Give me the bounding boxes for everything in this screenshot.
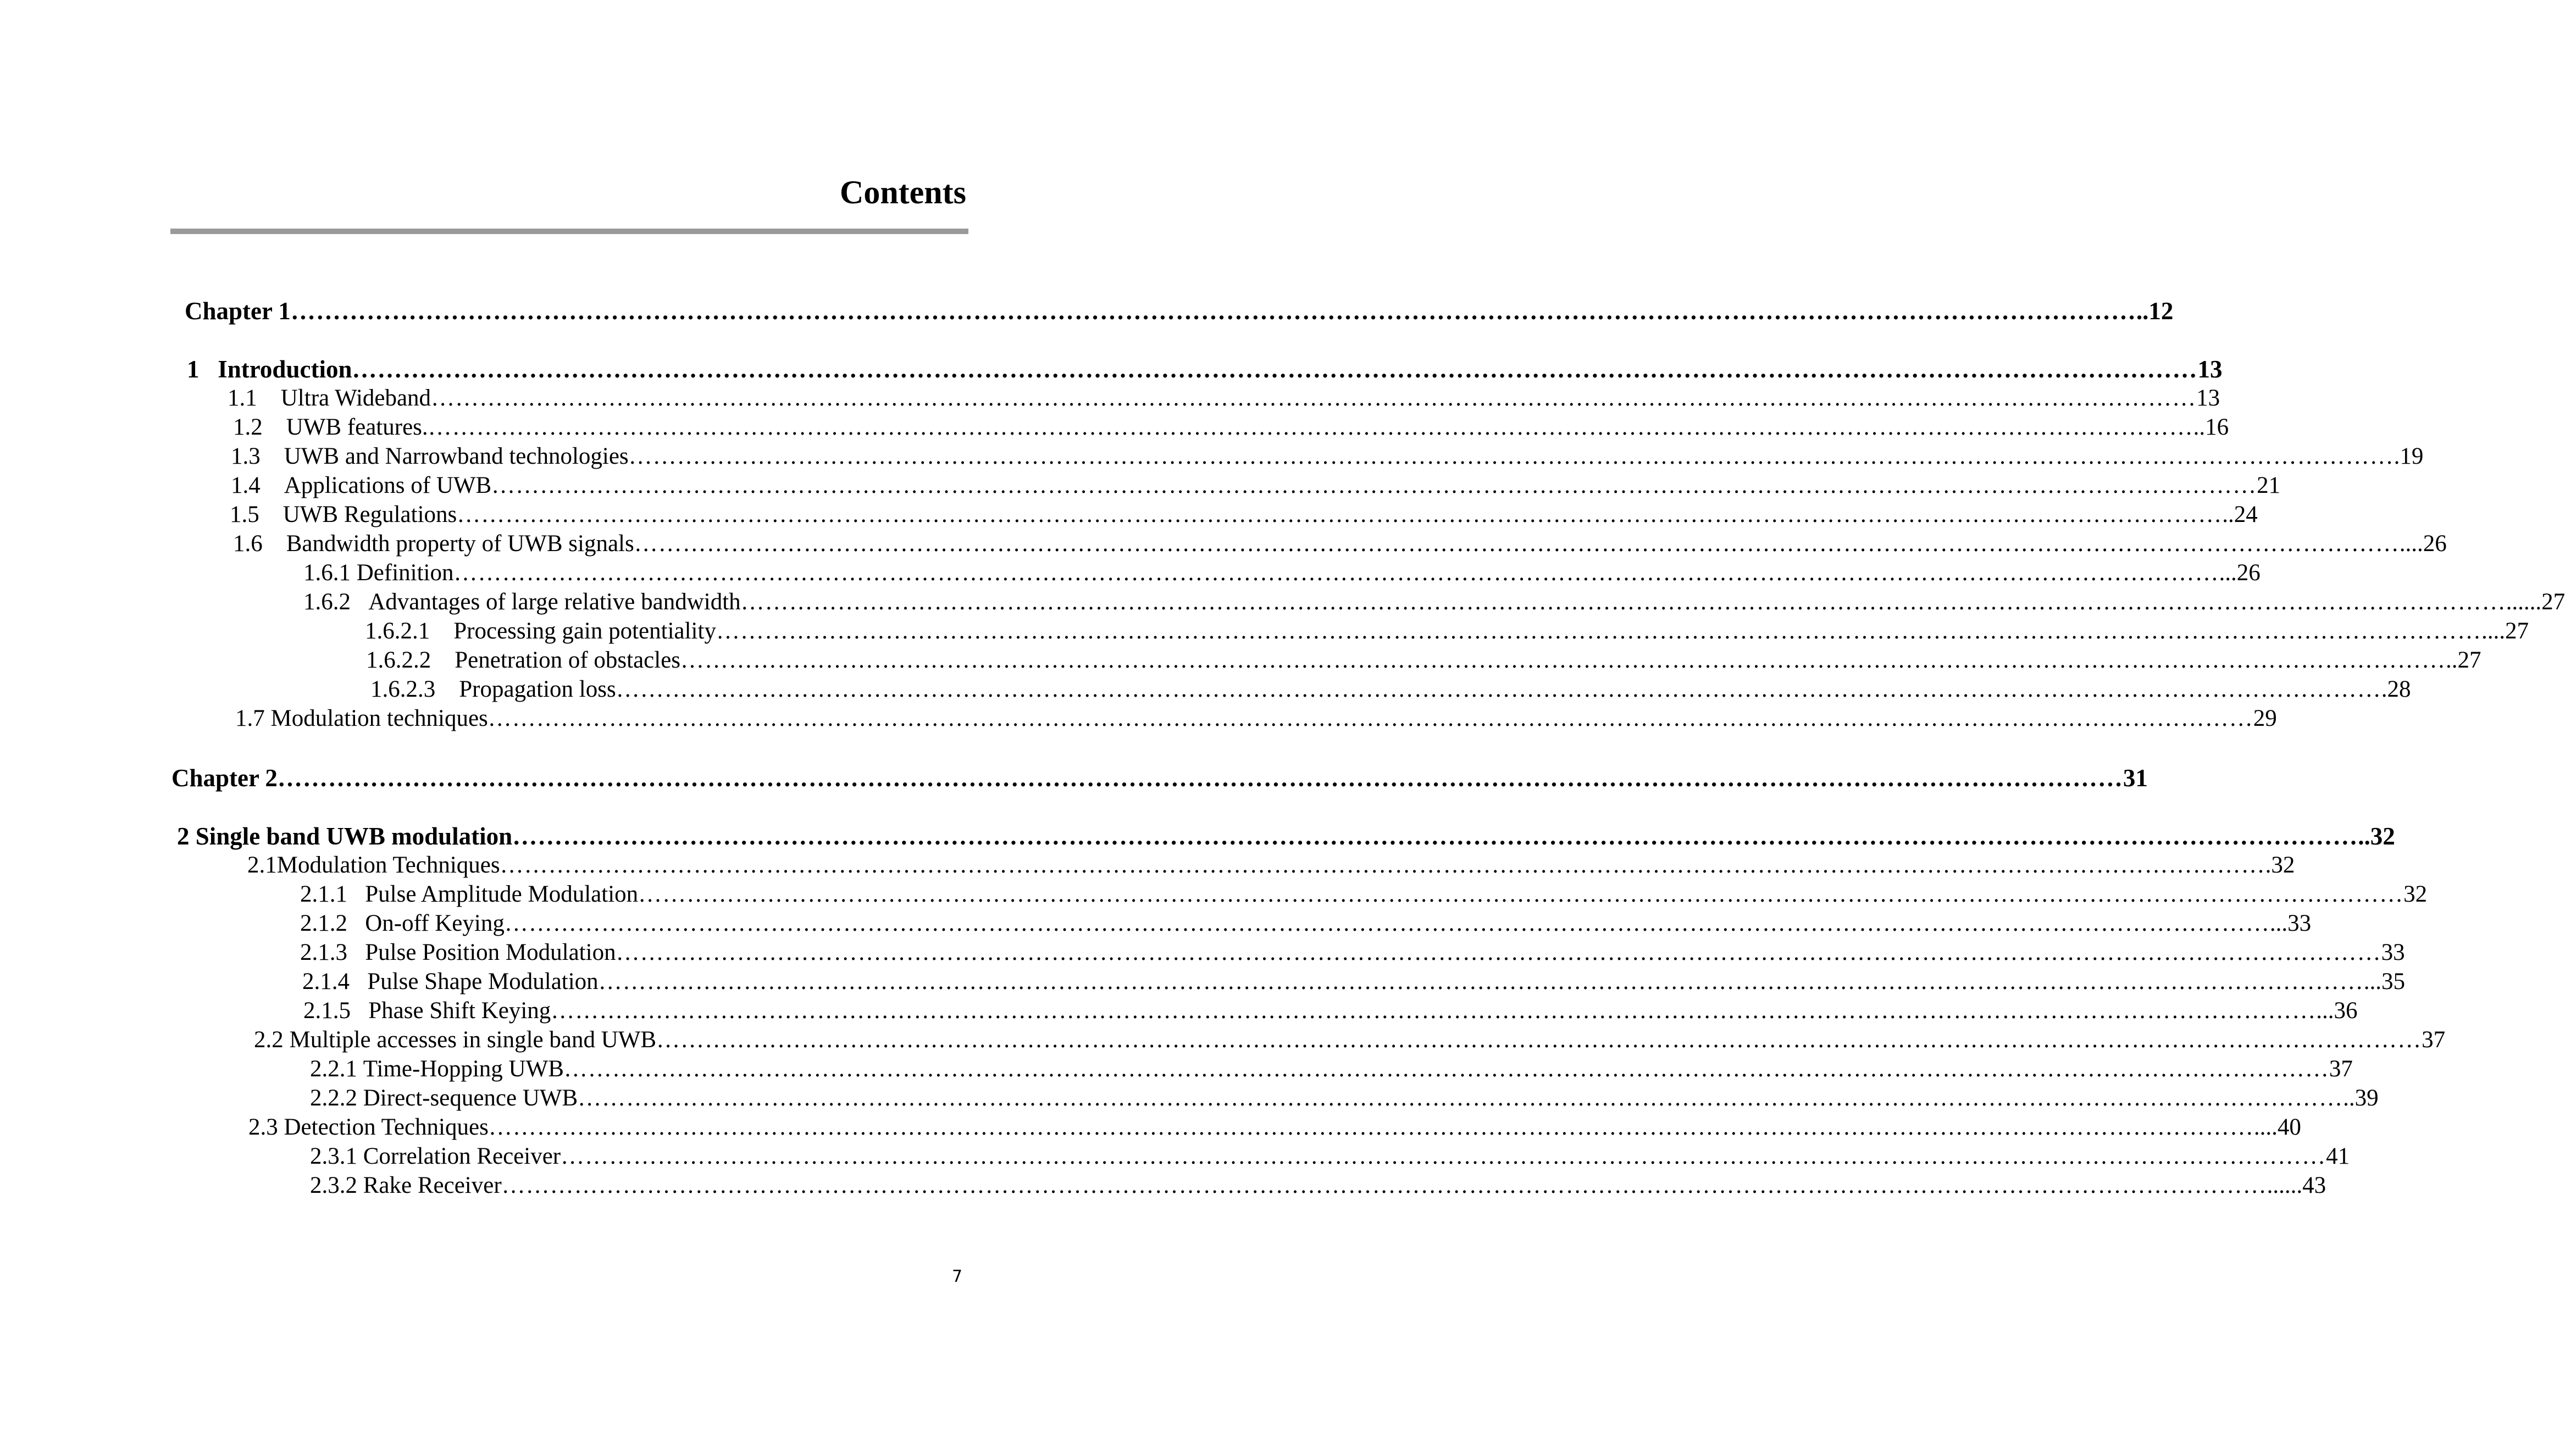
toc-leader-dots: ………………………………………………………………………………………………………………………………………………………………………………………………… (551, 998, 2317, 1024)
toc-leader-dots: ………………………………………………………………………………………………………………………………………………………………………………………………… (638, 881, 2404, 907)
toc-entry-page: 32 (2403, 881, 2428, 907)
toc-entry[interactable] (310, 1055, 2353, 1083)
toc-entry-number: 2.1.5 (303, 998, 369, 1024)
toc-entry-page: 13 (2196, 385, 2220, 411)
page-number: 7 (952, 1267, 963, 1286)
toc-entry-number: 2.1.1 (300, 881, 365, 907)
toc-entry-page: ..12 (2136, 297, 2174, 325)
toc-leader-dots: ………………………………………………………………………………………………………………………………………………………………………………………………… (277, 764, 2123, 792)
toc-entry[interactable] (310, 1171, 2326, 1200)
toc-entry[interactable] (365, 617, 2529, 646)
toc-entry-label: Penetration of obstacles (455, 647, 681, 673)
toc-entry-page: 33 (2381, 940, 2405, 965)
toc-entry[interactable] (303, 559, 2261, 587)
toc-entry[interactable] (370, 675, 2411, 704)
toc-entry[interactable] (300, 909, 2312, 938)
toc-entry-label: Modulation techniques (270, 705, 488, 731)
toc-entry-page: 29 (2253, 705, 2277, 731)
toc-entry-number: 1 (187, 355, 218, 383)
page-title: Contents (839, 174, 966, 210)
toc-leader-dots: ………………………………………………………………………………………………………………………………………………………………………………………………… (578, 1085, 2344, 1111)
toc-entry-label: Chapter 2 (171, 764, 278, 792)
toc-leader-dots: ………………………………………………………………………………………………………………………………………………………………………………………………… (290, 297, 2136, 325)
toc-entry-number: 1.1 (228, 385, 281, 411)
toc-leader-dots: ………………………………………………………………………………………………………………………………………………………………………………………………… (453, 560, 2219, 586)
toc-entry-page: ......27 (2506, 589, 2565, 615)
toc-entry-label: Correlation Receiver (363, 1143, 561, 1169)
toc-entry-number: 2.2.2 (310, 1085, 363, 1111)
toc-entry-page: ..24 (2222, 502, 2258, 527)
toc-entry-label: Time-Hopping UWB (363, 1056, 564, 1082)
toc-entry-page: ...33 (2269, 910, 2312, 936)
toc-entry-label: Direct-sequence UWB (363, 1085, 578, 1111)
toc-leader-dots: ………………………………………………………………………………………………………………………………………………………………………………………………… (500, 852, 2265, 878)
toc-entry-label: Ultra Wideband (280, 385, 431, 411)
toc-entry[interactable] (228, 384, 2220, 413)
toc-entry[interactable] (366, 646, 2481, 675)
toc-entry-number: 2.3 (248, 1114, 284, 1140)
toc-entry-number: 1.6.1 (303, 560, 357, 586)
toc-entry-label: On-off Keying (365, 910, 505, 936)
toc-entry-number: 2.1.4 (302, 969, 368, 994)
toc-entry-page: ....26 (2399, 531, 2447, 557)
toc-leader-dots: ………………………………………………………………………………………………………………………………………………………………………………………………… (488, 1114, 2254, 1140)
toc-entry-page: ...36 (2316, 998, 2358, 1024)
toc-entry[interactable] (310, 1142, 2350, 1171)
toc-leader-dots: ………………………………………………………………………………………………………………………………………………………………………………………………… (487, 705, 2253, 731)
toc-entry-number: 2.1.3 (300, 940, 365, 965)
toc-entry-label: Single band UWB modulation (195, 823, 513, 850)
toc-entry[interactable] (231, 471, 2281, 500)
toc-entry-number: 1.2 (233, 414, 286, 440)
toc-entry-label: Detection Techniques (284, 1114, 489, 1140)
toc-entry[interactable] (254, 1026, 2446, 1054)
toc-leader-dots: ………………………………………………………………………………………………………………………………………………………………………………………………… (634, 531, 2400, 557)
toc-leader-dots: ………………………………………………………………………………………………………………………………………………………………………………………………… (563, 1056, 2329, 1082)
toc-entry-page: ...35 (2363, 969, 2405, 994)
toc-entry-page: 37 (2422, 1027, 2446, 1053)
toc-entry-label: Definition (356, 560, 454, 586)
toc-entry-number: 1.6.2 (303, 589, 369, 615)
toc-leader-dots: ………………………………………………………………………………………………………………………………………………………………………………………………… (598, 969, 2364, 994)
toc-leader-dots: ………………………………………………………………………………………………………………………………………………………………………………………………… (716, 618, 2481, 644)
toc-entry-label: Pulse Position Modulation (365, 940, 616, 965)
toc-entry[interactable] (303, 588, 2565, 616)
toc-entry-page: ..27 (2446, 647, 2481, 673)
toc-leader-dots: ………………………………………………………………………………………………………………………………………………………………………………………………… (491, 473, 2257, 498)
toc-entry-label: Advantages of large relative bandwidth (368, 589, 741, 615)
toc-entry-label: Propagation loss (459, 676, 616, 702)
toc-entry[interactable] (300, 880, 2428, 909)
toc-entry-page: .19 (2394, 443, 2424, 469)
toc-entry-number: 1.5 (230, 502, 283, 527)
toc-entry[interactable] (233, 413, 2229, 442)
toc-entry-number: 1.6 (233, 531, 286, 557)
toc-entry-page: ..39 (2343, 1085, 2379, 1111)
toc-entry-page: ..32 (2358, 823, 2395, 850)
toc-entry-page: ..16 (2193, 414, 2229, 440)
toc-entry[interactable] (230, 501, 2258, 529)
toc-leader-dots: ………………………………………………………………………………………………………………………………………………………………………………………………… (680, 647, 2446, 673)
toc-entry-page: ....40 (2253, 1114, 2301, 1140)
toc-entry-label: Phase Shift Keying (368, 998, 551, 1024)
toc-entry[interactable] (302, 968, 2405, 996)
toc-entry-label: Multiple accesses in single band UWB (289, 1027, 657, 1053)
toc-entry-number: 2 (177, 823, 196, 850)
toc-entry[interactable] (177, 822, 2395, 851)
toc-entry[interactable] (233, 530, 2447, 558)
toc-entry-number: 2.3.2 (310, 1172, 363, 1198)
toc-entry-page: 37 (2329, 1056, 2353, 1082)
toc-entry[interactable] (310, 1084, 2379, 1113)
toc-entry-label: Chapter 1 (185, 297, 291, 325)
toc-leader-dots: ………………………………………………………………………………………………………………………………………………………………………………………………… (740, 589, 2506, 615)
toc-entry-number: 1.6.2.2 (366, 647, 455, 673)
toc-entry-page: ......43 (2267, 1172, 2326, 1198)
toc-entry[interactable] (185, 297, 2174, 325)
toc-entry-label: Introduction (218, 355, 352, 383)
toc-entry[interactable] (248, 1113, 2301, 1142)
toc-entry-number: 2.2.1 (310, 1056, 363, 1082)
toc-entry[interactable] (231, 442, 2424, 471)
toc-leader-dots: ………………………………………………………………………………………………………………………………………………………………………………………………… (616, 676, 2381, 702)
toc-entry-label: Pulse Amplitude Modulation (365, 881, 639, 907)
toc-leader-dots: ………………………………………………………………………………………………………………………………………………………………………………………………… (431, 385, 2197, 411)
toc-leader-dots: ………………………………………………………………………………………………………………………………………………………………………………………………… (561, 1143, 2326, 1169)
toc-entry-page: 13 (2197, 355, 2223, 383)
toc-entry-label: UWB Regulations (282, 502, 457, 527)
toc-leader-dots: ………………………………………………………………………………………………………………………………………………………………………………………………… (504, 910, 2270, 936)
toc-entry[interactable] (187, 355, 2223, 384)
toc-entry-page: ....27 (2481, 618, 2529, 644)
toc-entry-page: 21 (2257, 473, 2281, 498)
toc-leader-dots: ………………………………………………………………………………………………………………………………………………………………………………………………… (656, 1027, 2422, 1053)
toc-entry-page: .28 (2381, 676, 2411, 702)
toc-entry[interactable] (303, 997, 2358, 1025)
toc-entry[interactable] (247, 851, 2295, 880)
toc-entry-label: Bandwidth property of UWB signals (286, 531, 634, 557)
toc-leader-dots: ………………………………………………………………………………………………………………………………………………………………………………………………… (428, 414, 2193, 440)
toc-entry-label: Processing gain potentiality (453, 618, 716, 644)
toc-entry-number: 2.1 (247, 852, 277, 878)
toc-entry-number: 1.4 (231, 473, 284, 498)
toc-entry[interactable] (235, 704, 2277, 733)
toc-entry-page: ...26 (2219, 560, 2261, 586)
toc-entry-number: 1.6.2.3 (370, 676, 459, 702)
toc-entry-number: 1.6.2.1 (365, 618, 454, 644)
toc-leader-dots: ………………………………………………………………………………………………………………………………………………………………………………………………… (352, 355, 2198, 383)
toc-entry-label: Modulation Techniques (276, 852, 500, 878)
toc-entry-number: 2.1.2 (300, 910, 365, 936)
toc-entry-label: Pulse Shape Modulation (367, 969, 599, 994)
toc-entry-page: 41 (2326, 1143, 2350, 1169)
toc-entry-label: UWB features. (286, 414, 428, 440)
toc-entry-label: Rake Receiver (363, 1172, 502, 1198)
toc-leader-dots: ………………………………………………………………………………………………………………………………………………………………………………………………… (501, 1172, 2267, 1198)
toc-entry-number: 1.7 (235, 705, 271, 731)
toc-entry-label: Applications of UWB (284, 473, 492, 498)
toc-leader-dots: ………………………………………………………………………………………………………………………………………………………………………………………………… (616, 940, 2381, 965)
toc-entry-number: 2.2 (254, 1027, 290, 1053)
toc-entry-page: 31 (2123, 764, 2148, 792)
toc-leader-dots: ………………………………………………………………………………………………………………………………………………………………………………………………… (512, 823, 2358, 850)
toc-leader-dots: ………………………………………………………………………………………………………………………………………………………………………………………………… (628, 443, 2394, 469)
toc-entry-number: 1.3 (231, 443, 284, 469)
toc-entry[interactable] (171, 764, 2148, 792)
toc-entry[interactable] (300, 938, 2405, 967)
toc-entry-number: 2.3.1 (310, 1143, 363, 1169)
title-rule (170, 229, 968, 234)
toc-leader-dots: ………………………………………………………………………………………………………………………………………………………………………………………………… (457, 502, 2223, 527)
toc-entry-label: UWB and Narrowband technologies (284, 443, 629, 469)
toc-entry-page: .32 (2265, 852, 2295, 878)
